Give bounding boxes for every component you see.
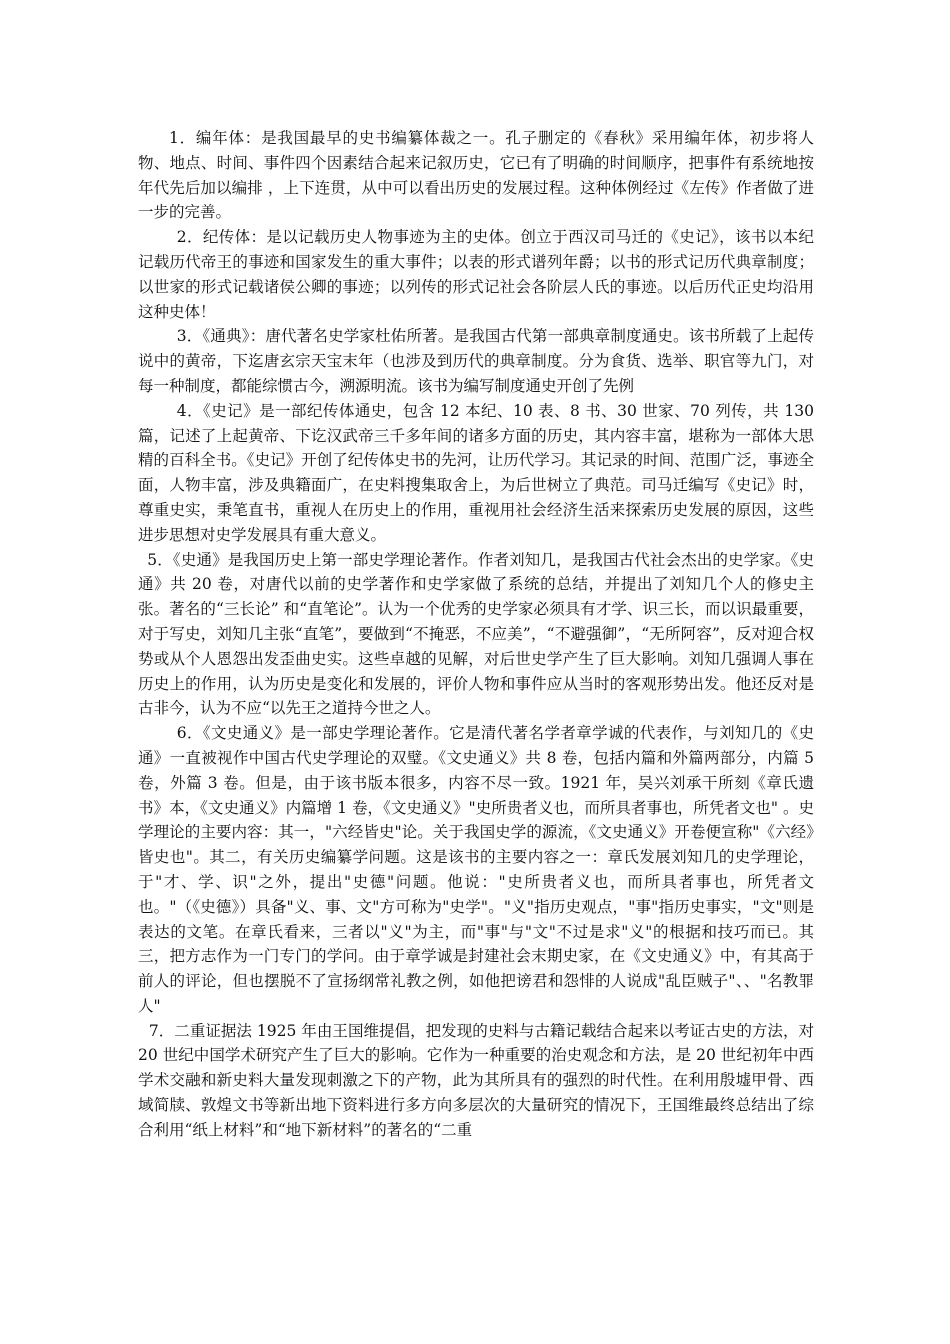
paragraph-6-wenshi-tongyi: 6．《文史通义》是一部史学理论著作。它是清代著名学者章学诚的代表作，与刘知几的《史通》一直被视作中国古代史学理论的双璧。《文史通义》共 8 卷，包括内篇和外篇两部分，内篇 5 卷，外篇 3 卷。但是，由于该书版本很多，内容不尽一致。1921 年，吴兴刘承干所刻《章氏遗书》本，《文史通义》内篇增 1 卷，《文史通义》"史所贵者义也，而所具者事也，所凭者文也" 。史学理论的主要内容：其一，"六经皆史"论。关于我国史学的源流，《文史通义》开卷便宣称"《六经》皆史也"。其二，有关历史编纂学问题。这是该书的主要内容之一：章氏发展刘知几的史学理论，于"才、学、识"之外，提出"史德"问题。他说："史所贵者义也，而所具者事也，所凭者文也。"（《史德》）具备"义、事、文"方可称为"史学"。"义"指历史观点，"事"指历史事实，"文"则是表达的文笔。在章氏看来，三者以"义"为主，而"事"与"文"不过是求"义"的根据和技巧而已。其三，把方志作为一门专门的学问。由于章学诚是封建社会末期史家，在《文史通义》中，有其高于前人的评论，但也摆脱不了宣扬纲常礼教之例，如他把谤君和怨悱的人说成"乱臣贼子"、、"名教罪人" [138, 724, 814, 1015]
paragraph-1-annals-style: 1．编年体：是我国最早的史书编纂体裁之一。孔子删定的《春秋》采用编年体，初步将人物、地点、时间、事件四个因素结合起来记叙历史，它已有了明确的时间顺序，把事件有系统地按年代先后加以编排 ，上下连贯，从中可以看出历史的发展过程。这种体例经过《左传》作者做了进一步的完善。 [138, 129, 814, 222]
paragraph-4-shiji: 4．《史记》是一部纪传体通史，包含 12 本纪、10 表、8 书、30 世家、70 列传，共 130 篇，记述了上起黄帝、下讫汉武帝三千多年间的诸多方面的历史，其内容丰富，堪称为一部体大思精的百科全书。《史记》开创了纪传体史书的先河，让历代学习。其记录的时间、范围广泛，事迹全面，人物丰富，涉及典籍面广，在史料搜集取舍上，为后世树立了典范。司马迁编写《史记》时，尊重史实，秉笔直书，重视人在历史上的作用，重视用社会经济生活来探索历史发展的原因，这些进步思想对史学发展具有重大意义。 [138, 401, 814, 544]
paragraph-7-dual-evidence-method: 7．二重证据法 1925 年由王国维提倡，把发现的史料与古籍记载结合起来以考证古史的方法，对 20 世纪中国学术研究产生了巨大的影响。它作为一种重要的治史观念和方法，是 20 世纪初年中西学术交融和新史料大量发现刺激之下的产物，此为其所具有的强烈的时代性。在利用殷墟甲骨、西域简牍、敦煌文书等新出地下资料进行多方向多层次的大量研究的情况下，王国维最终总结出了综合利用“纸上材料”和“地下新材料”的著名的“二重 [138, 1021, 814, 1139]
paragraph-3-tongdian: 3．《通典》：唐代著名史学家杜佑所著。是我国古代第一部典章制度通史。该书所载了上起传说中的黄帝，下迄唐玄宗天宝末年（也涉及到历代的典章制度。分为食货、选举、职官等九门，对每一种制度，都能综惯古今，溯源明流。该书为编写制度通史开创了先例 [138, 327, 814, 395]
paragraph-5-shitong: 5．《史通》是我国历史上第一部史学理论著作。作者刘知几，是我国古代社会杰出的史学家。《史通》共 20 卷，对唐代以前的史学著作和史学家做了系统的总结，并提出了刘知几个人的修史主张。著名的“三长论” 和“直笔论”。认为一个优秀的史学家必须具有才学、识三长，而以识最重要，对于写史，刘知几主张“直笔”，要做到“不掩恶，不应美”，“不避强御”，“无所阿容”，反对迎合权势或从个人恩怨出发歪曲史实。这些卓越的见解，对后世史学产生了巨大影响。刘知几强调人事在历史上的作用，认为历史是变化和发展的，评价人物和事件应从当时的客观形势出发。他还反对是古非今，认为不应“以先王之道持今世之人。 [138, 550, 814, 718]
document-page [138, 126, 814, 1143]
paragraph-2-biographical-style: 2．纪传体：是以记载历史人物事迹为主的史体。创立于西汉司马迁的《史记》，该书以本纪记载历代帝王的事迹和国家发生的重大事件；以表的形式谱列年爵；以书的形式记历代典章制度；以世家的形式记载诸侯公卿的事迹；以列传的形式记社会各阶层人氏的事迹。以后历代正史均沿用这种史体！ [138, 228, 814, 321]
